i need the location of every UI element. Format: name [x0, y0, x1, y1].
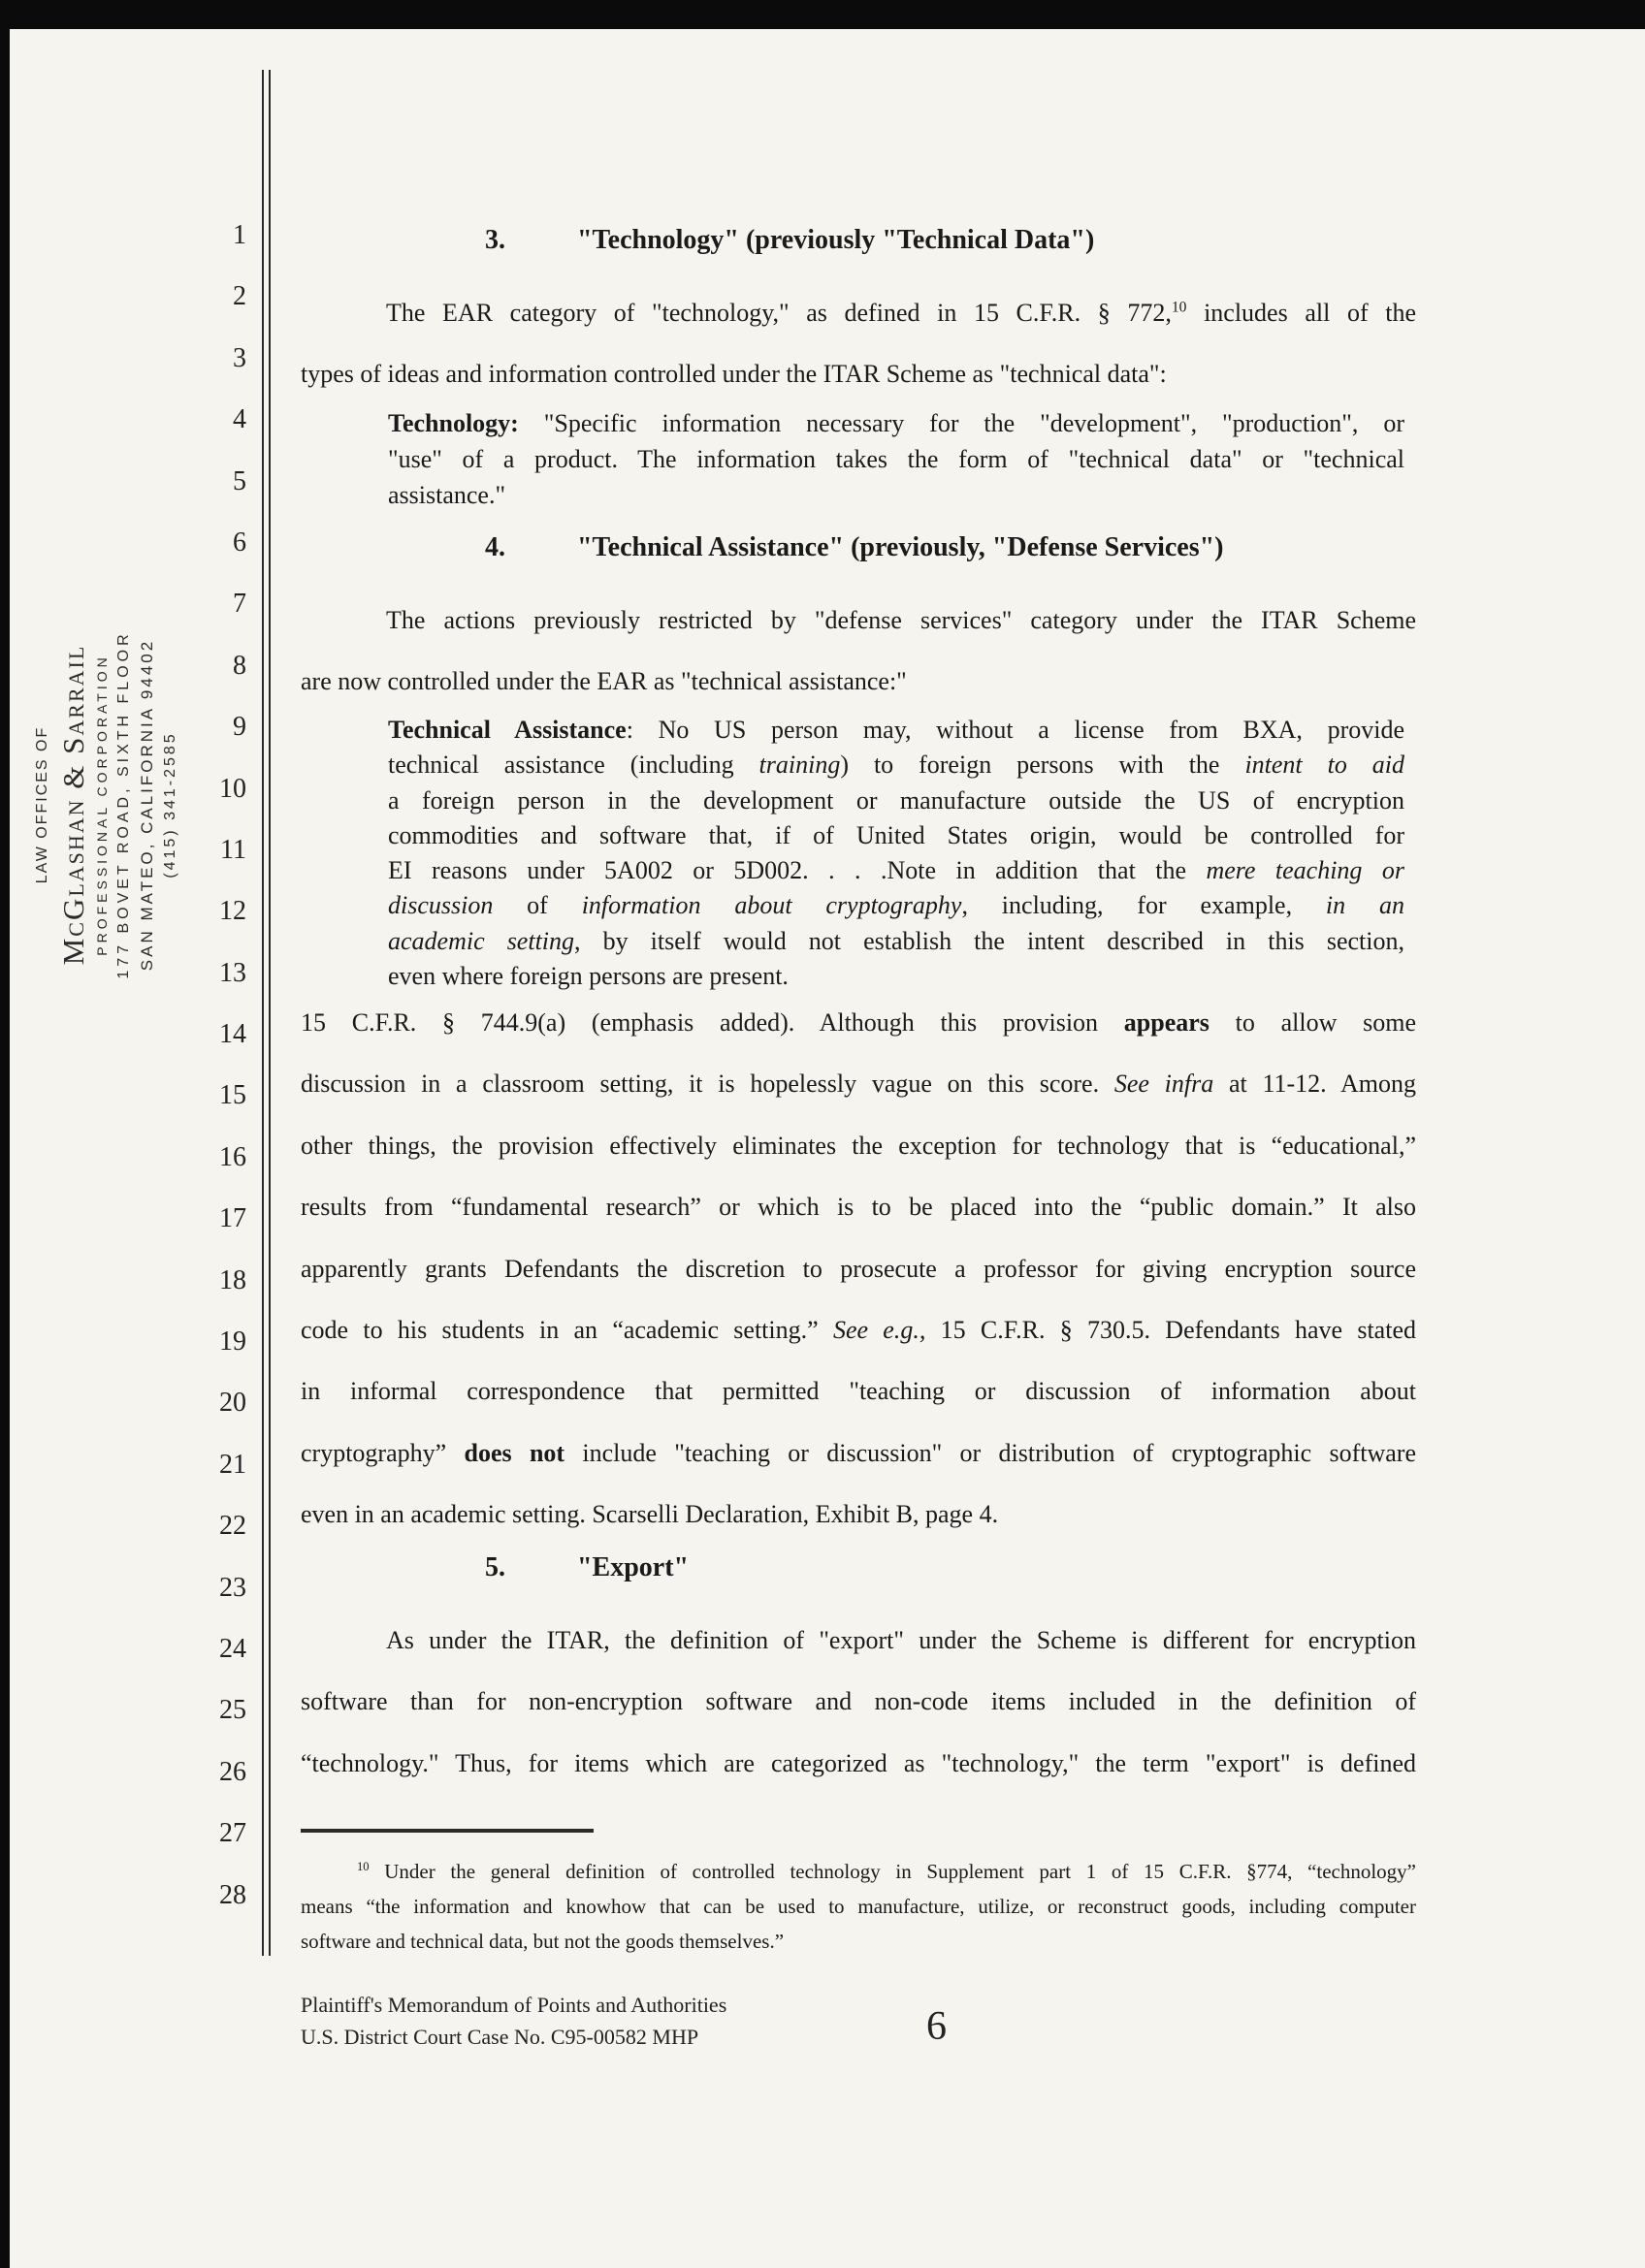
line-number: 1: [233, 220, 246, 250]
line-number: 28: [219, 1879, 246, 1910]
line-number: 19: [219, 1326, 246, 1358]
section-heading-5: [301, 1549, 1600, 1587]
law-firm-phone: (415) 341-2585: [162, 731, 178, 878]
section-title: "Technical Assistance" (previously, "Defense Services"): [577, 532, 1224, 562]
footer-case-number: U.S. District Court Case No. C95-00582 MHP: [301, 2025, 699, 2049]
line-number: 16: [219, 1141, 246, 1172]
text-line: commodities and software that, if of United States origin, would be controlled for: [388, 820, 1404, 849]
section-title: "Technology" (previously "Technical Data"): [577, 225, 1095, 255]
law-firm-block: [34, 543, 179, 1067]
text-line: a foreign person in the development or manufacture outside the US of encryption: [388, 785, 1404, 815]
line-number: 12: [219, 896, 246, 927]
line-number: 17: [219, 1203, 246, 1234]
line-number-column: [180, 219, 252, 1940]
text-line: cryptography” does not include "teaching or discussion" or distribution of cryptographic software: [301, 1438, 1416, 1467]
text-line: Technical Assistance: No US person may, without a license from BXA, provide: [388, 716, 1404, 744]
text-line: other things, the provision effectively eliminates the exception for technology that is “educational,”: [301, 1131, 1416, 1160]
text-line: code to his students in an “academic setting.” See e.g., 15 C.F.R. § 730.5. Defendants have stated: [301, 1316, 1416, 1345]
text-line: 15 C.F.R. § 744.9(a) (emphasis added). Although this provision appears to allow some: [301, 1008, 1417, 1037]
line-number: 25: [219, 1695, 246, 1726]
line-number: 20: [219, 1388, 246, 1419]
line-number: 6: [233, 527, 246, 558]
text-line: even where foreign persons are present.: [388, 962, 789, 991]
section-heading-3: [301, 221, 1600, 260]
text-line: are now controlled under the EAR as "technical assistance:": [301, 667, 907, 696]
line-number: 22: [219, 1511, 246, 1542]
text-line: results from “fundamental research” or which is to be placed into the “public domain.” It also: [301, 1193, 1416, 1222]
law-firm-name: McGlashan & Sarrail: [56, 644, 90, 966]
section-number: 3.: [485, 225, 505, 255]
scan-edge-left: [0, 0, 10, 2268]
text-line: software than for non-encryption software and non-code items included in the definition of: [301, 1687, 1416, 1716]
line-number: 14: [219, 1019, 246, 1050]
footnote-separator: [301, 1829, 594, 1833]
line-number: 23: [219, 1572, 246, 1603]
line-number: 10: [219, 773, 246, 804]
line-number: 9: [233, 712, 246, 743]
page-number: 6: [926, 2004, 947, 2049]
footer-document-title: Plaintiff's Memorandum of Points and Authorities: [301, 1993, 727, 2017]
line-number: 27: [219, 1818, 246, 1849]
text-line: "use" of a product. The information takes the form of "technical data" or "technical: [388, 445, 1404, 473]
line-number: 11: [220, 834, 246, 865]
paragraph-cfr-744-discussion: [301, 992, 1416, 1546]
text-line: apparently grants Defendants the discretion to prosecute a professor for giving encryption source: [301, 1254, 1416, 1283]
paragraph-export-definition: [301, 1610, 1416, 1794]
section-title: "Export": [577, 1552, 690, 1582]
line-number: 18: [219, 1264, 246, 1295]
text-line: discussion in a classroom setting, it is hopelessly vague on this score. See infra at 11-12. Among: [301, 1070, 1416, 1099]
law-firm-street-address: 177 BOVET ROAD, SIXTH FLOOR: [115, 630, 132, 979]
text-line: “technology." Thus, for items which are categorized as "technology," the term "export" is defined: [301, 1748, 1416, 1777]
text-line: academic setting, by itself would not establish the intent described in this section,: [388, 926, 1405, 955]
line-number: 5: [233, 465, 246, 496]
line-number: 15: [219, 1080, 246, 1111]
text-line: EI reasons under 5A002 or 5D002. . . .Note in addition that the mere teaching or: [388, 856, 1405, 885]
text-line: types of ideas and information controlled under the ITAR Scheme as "technical data":: [301, 360, 1167, 389]
line-number: 3: [233, 342, 246, 373]
line-number: 13: [219, 957, 246, 988]
text-line: technical assistance (including training) to foreign persons with the intent to aid: [388, 751, 1404, 780]
law-firm-offices-label: LAW OFFICES OF: [34, 725, 50, 884]
law-firm-corporation-label: PROFESSIONAL CORPORATION: [94, 654, 110, 956]
section-number: 4.: [485, 532, 505, 562]
text-line: software and technical data, but not the goods themselves.”: [301, 1930, 785, 1953]
blockquote-technical-assistance-definition: [388, 713, 1404, 994]
blockquote-technology-definition: [388, 405, 1404, 513]
scan-edge-top: [0, 0, 1645, 29]
paragraph-ear-category: [301, 282, 1416, 405]
line-number: 2: [233, 281, 246, 312]
line-number: 24: [219, 1633, 246, 1664]
line-number: 4: [233, 404, 246, 435]
text-line: Technology: "Specific information necessary for the "development", "production", or: [388, 409, 1404, 437]
paragraph-defense-services: [301, 590, 1416, 713]
text-line: means “the information and knowhow that can be used to manufacture, utilize, or reconstruct goods, including computer: [301, 1895, 1416, 1918]
section-heading-4: [301, 528, 1600, 567]
line-number: 7: [233, 589, 246, 620]
text-line: $^{10}$ Under the general definition of controlled technology in Supplement part 1 of 15 C.F.R. §774, “technology”: [357, 1860, 1416, 1883]
section-number: 5.: [485, 1552, 505, 1582]
text-line: assistance.": [388, 481, 506, 509]
footnote-10: [301, 1854, 1416, 1959]
line-number: 26: [219, 1756, 246, 1787]
text-line: The actions previously restricted by "defense services" category under the ITAR Scheme: [386, 606, 1416, 634]
text-line: discussion of information about cryptography, including, for example, in an: [388, 891, 1404, 920]
text-line: The EAR category of "technology," as defined in 15 C.F.R. § 772,10 includes all of the: [386, 299, 1416, 327]
line-number: 8: [233, 650, 246, 681]
law-firm-city-state-zip: SAN MATEO, CALIFORNIA 94402: [138, 638, 156, 972]
text-line: even in an academic setting. Scarselli Declaration, Exhibit B, page 4.: [301, 1500, 999, 1529]
line-number: 21: [219, 1449, 246, 1480]
text-line: As under the ITAR, the definition of "export" under the Scheme is different for encryption: [386, 1626, 1416, 1654]
pleading-double-rule: [262, 70, 271, 1956]
text-line: in informal correspondence that permitted "teaching or discussion of information about: [301, 1377, 1416, 1406]
